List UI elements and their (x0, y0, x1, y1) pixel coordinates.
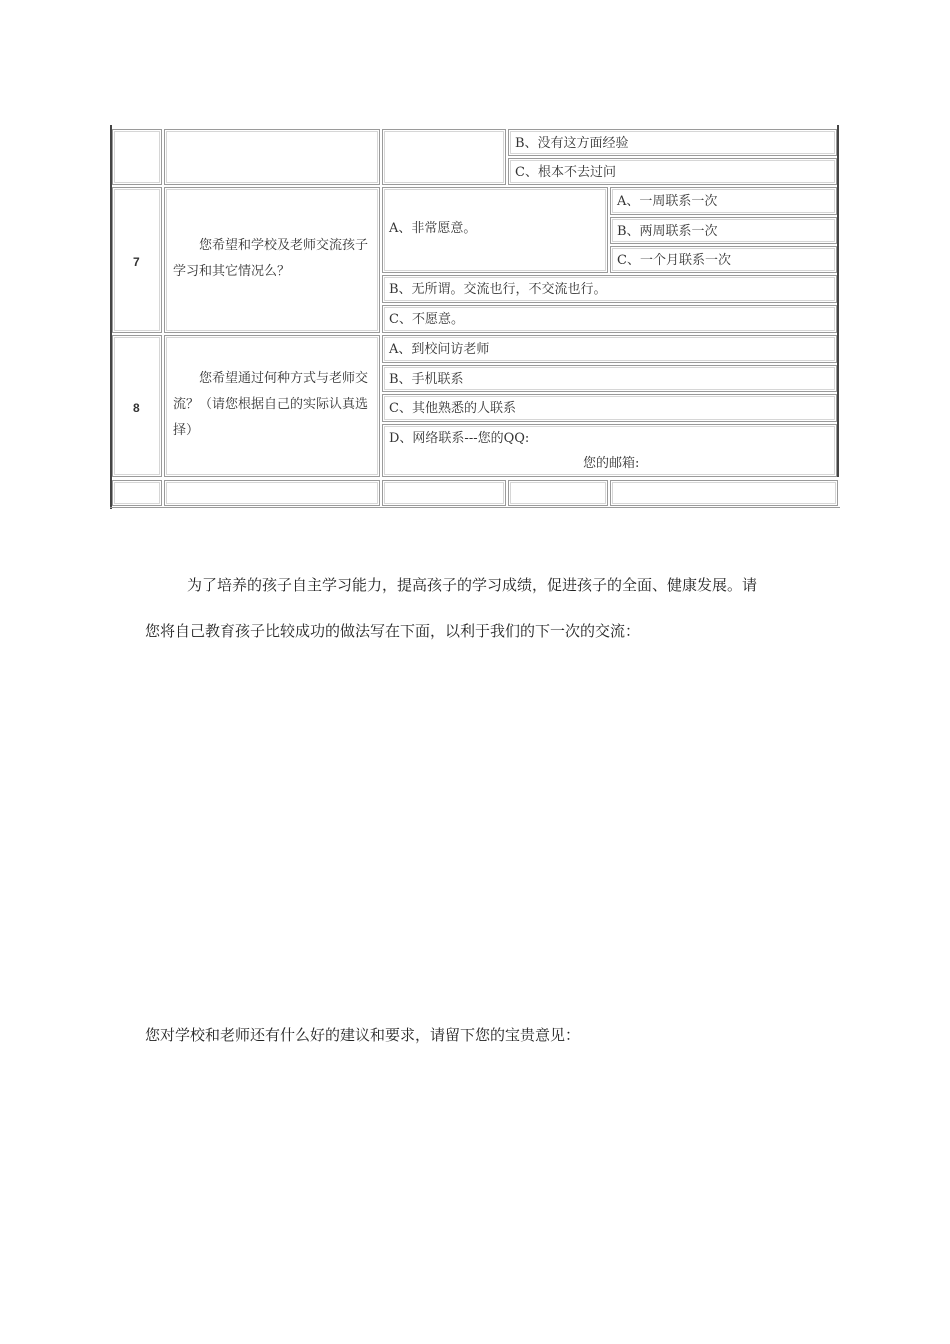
cont-option-b (508, 129, 837, 156)
q7-option-a-sub-3-label: C、一个月联系一次 (617, 253, 731, 268)
empty-row-cell-5 (610, 480, 838, 506)
cont-answer-cell (382, 129, 506, 185)
empty-row-cell-1 (112, 480, 162, 506)
cont-option-c (508, 158, 837, 185)
q7-option-c-label: C、不愿意。 (389, 312, 464, 327)
paragraph-1-line-1: 为了培养的孩子自主学习能力，提高孩子的学习成绩，促进孩子的全面、健康发展。请 (187, 576, 758, 594)
q8-number-cell (112, 335, 162, 477)
q7-option-a-sub-1-label: A、一周联系一次 (617, 194, 718, 209)
empty-row-cell-2 (164, 480, 380, 506)
q7-option-b-cell (382, 275, 837, 303)
q7-number-cell (112, 187, 162, 333)
cont-option-c-label: C、根本不去过问 (515, 165, 616, 180)
table-bottom-border (110, 507, 840, 508)
paragraph-2: 您对学校和老师还有什么好的建议和要求，请留下您的宝贵意见： (145, 1026, 581, 1044)
q7-option-b-label: B、无所谓。交流也行，不交流也行。 (389, 282, 607, 297)
q8-question-text: 您希望通过何种方式与老师交流？（请您根据自己的实际认真选择） (173, 371, 369, 438)
q8-option-d-label: D、网络联系---您的QQ: (389, 431, 530, 446)
q8-option-c-label: C、其他熟悉的人联系 (389, 401, 516, 416)
q8-option-b-cell (382, 365, 837, 392)
q7-option-a-sub-1 (610, 187, 837, 215)
paragraph-1-line-2: 您将自己教育孩子比较成功的做法写在下面，以利于我们的下一次的交流： (145, 622, 641, 640)
cont-question-cell (164, 129, 380, 185)
q7-question-text: 您希望和学校及老师交流孩子学习和其它情况么？ (173, 238, 369, 279)
survey-table (110, 125, 840, 509)
q7-option-a-label: A、非常愿意。 (389, 221, 477, 236)
q7-question-cell (164, 187, 380, 333)
q7-option-a-sub-2-label: B、两周联系一次 (617, 224, 718, 239)
q8-email-label: 您的邮箱: (583, 456, 640, 471)
q7-option-a-cell (382, 187, 608, 273)
q8-question-cell (164, 335, 380, 477)
cont-number-cell (112, 129, 162, 185)
q7-number: 7 (133, 255, 140, 269)
table-right-border (837, 125, 839, 477)
q8-option-a-label: A、到校问访老师 (389, 342, 490, 357)
empty-row-cell-4 (508, 480, 608, 506)
cont-option-b-label: B、没有这方面经验 (515, 136, 629, 151)
q7-option-c-cell (382, 305, 837, 333)
q8-number: 8 (133, 401, 140, 415)
empty-row-cell-3 (382, 480, 506, 506)
q8-option-b-label: B、手机联系 (389, 372, 464, 387)
q8-option-c-cell (382, 394, 837, 422)
q8-option-d-cell (382, 424, 837, 477)
q7-option-a-sub-3 (610, 246, 837, 273)
q8-option-a-cell (382, 335, 837, 363)
q7-option-a-sub-2 (610, 217, 837, 244)
